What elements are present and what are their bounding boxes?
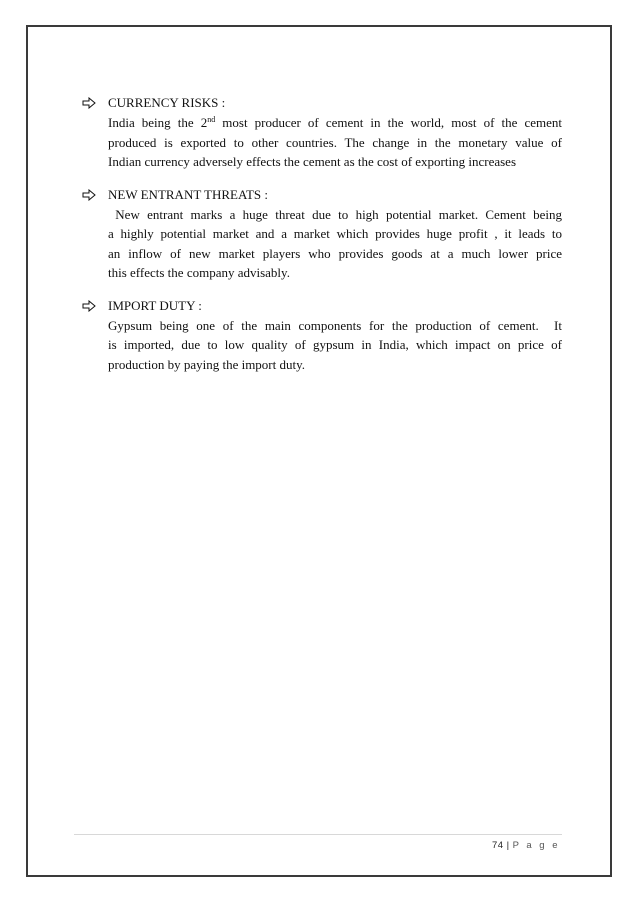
right-arrow-icon [82, 300, 108, 312]
section-body [82, 316, 562, 375]
section-import-duty [82, 296, 562, 375]
body-line [108, 113, 562, 133]
section-body [82, 113, 562, 172]
right-arrow-icon [82, 189, 108, 201]
footer-divider [74, 834, 562, 835]
section-body [82, 205, 562, 283]
section-currency-risks [82, 93, 562, 172]
section-heading [82, 93, 562, 113]
body-line: this effects the company advisably. [108, 265, 290, 280]
body-line: a highly potential market and a market which provides huge profit , it leads to [108, 226, 562, 241]
footer-separator: | [506, 840, 510, 851]
body-line: production by paying the import duty. [108, 356, 306, 372]
section-heading [82, 185, 562, 205]
document-body [82, 93, 562, 387]
body-line: produced is exported to other countries. The change in the monetary value of [108, 134, 562, 150]
page-label: P a g e [512, 840, 560, 851]
body-line: an inflow of new market players who provides goods at a much lower price [108, 245, 562, 261]
right-arrow-icon [82, 97, 108, 109]
body-line: Indian currency adversely effects the cement as the cost of exporting increases [108, 154, 517, 169]
page-footer [492, 840, 560, 851]
section-heading-text: CURRENCY RISKS : [108, 95, 226, 111]
body-line: is imported, due to low quality of gypsum in India, which impact on price of [108, 337, 562, 352]
page-number: 74 [492, 840, 504, 851]
body-text: India being the 2 [108, 115, 208, 130]
body-line: Gypsum being one of the main components for the production of cement. It [108, 317, 562, 333]
section-new-entrant-threats [82, 185, 562, 283]
ordinal-superscript: nd [207, 115, 216, 124]
section-heading-text: IMPORT DUTY : [108, 297, 202, 313]
section-heading [82, 296, 562, 316]
body-line: New entrant marks a huge threat due to high potential market. Cement being [108, 206, 562, 222]
section-heading-text: NEW ENTRANT THREATS : [108, 186, 268, 202]
body-text: most producer of cement in the world, most of the cement [215, 115, 562, 130]
